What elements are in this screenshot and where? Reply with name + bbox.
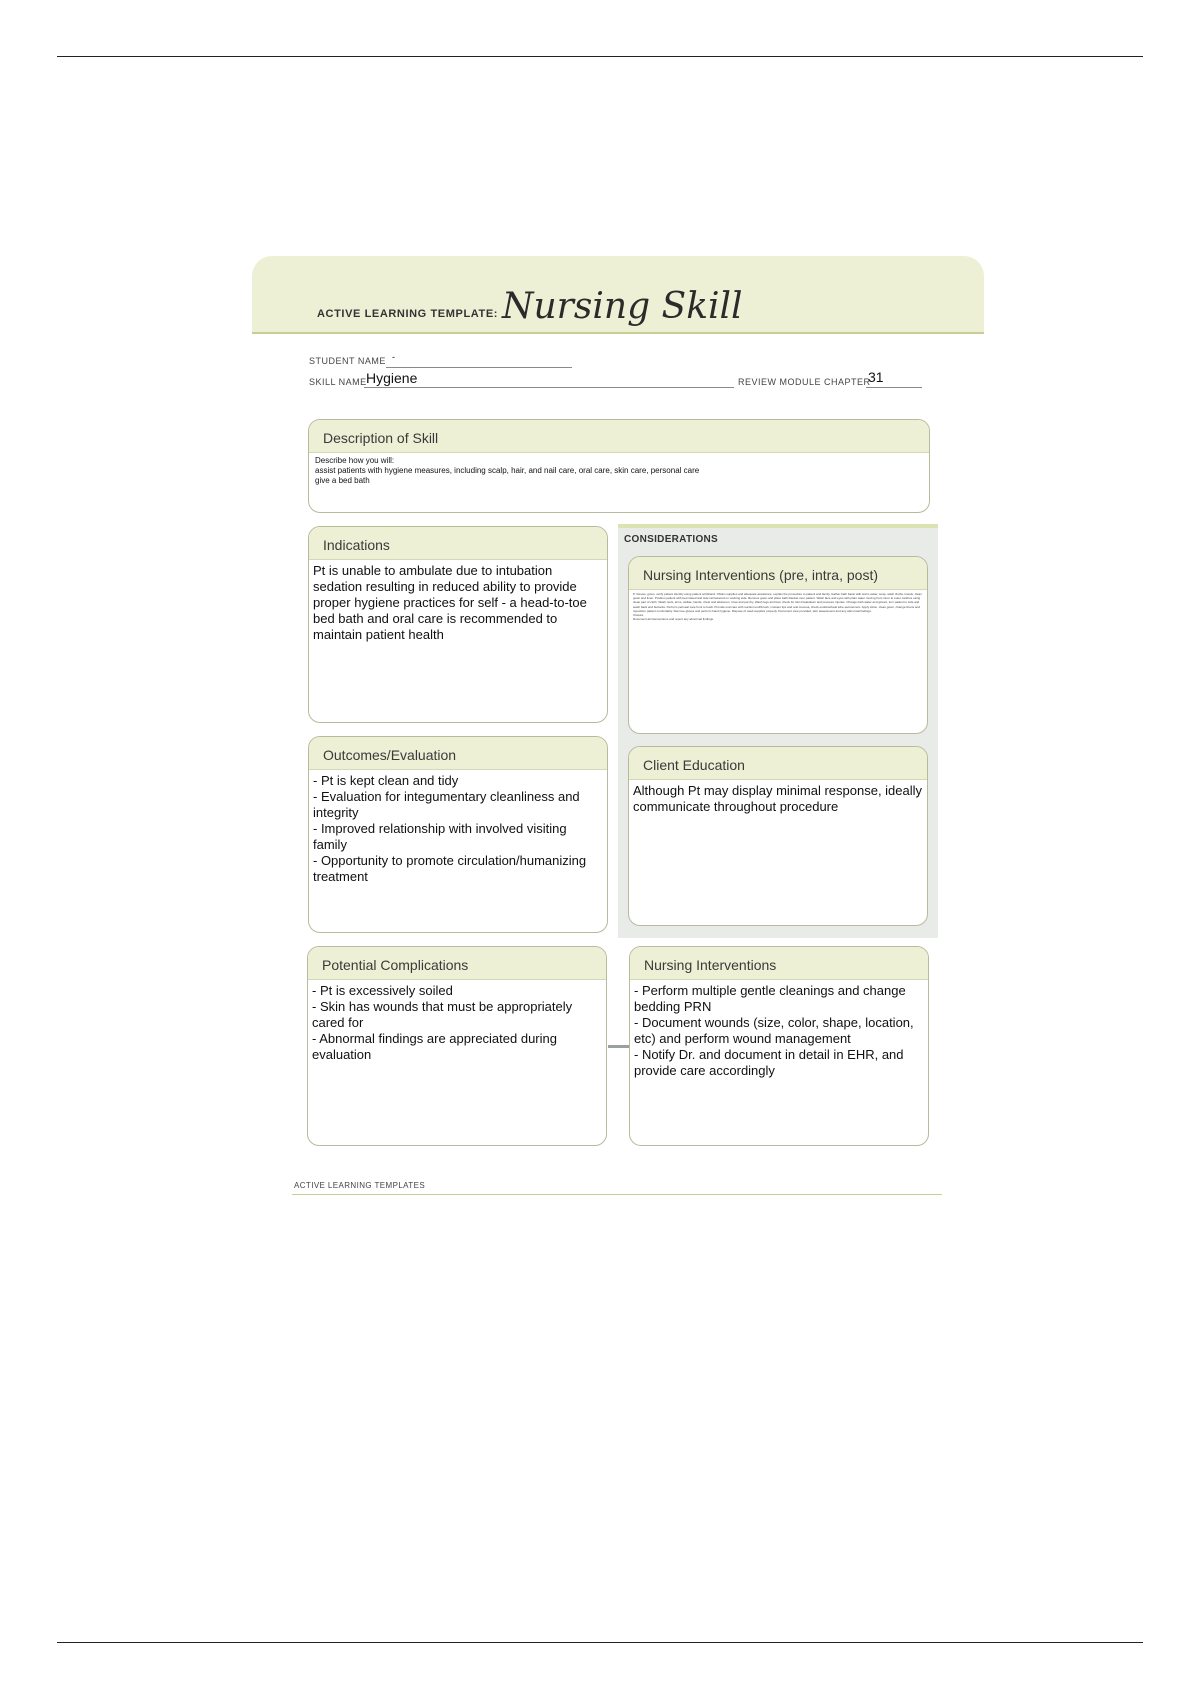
indications-heading: Indications xyxy=(309,527,607,560)
outcome-item: - Evaluation for integumentary cleanliness and integrity xyxy=(313,789,580,820)
student-name-line xyxy=(386,367,572,368)
outcomes-heading: Outcomes/Evaluation xyxy=(309,737,607,770)
complications-body[interactable] xyxy=(308,980,606,1066)
complication-item: - Skin has wounds that must be appropriately cared for xyxy=(312,999,573,1030)
nursing-interventions-ppi-text: P. Gloves, gown, verify patient identity using patient wristband. Obtain supplies and adequate assistance, explain the procedure to patient and family. Gather bath basin with warm water, soap, wash cloths, towels, clean gown and linen. Position patient with bed raised and side rail lowered on working side. Remove gown and place bath blanket over patient. Wash face and eyes with plain water moving from inner to outer canthus using clean part of cloth. Wash neck, arms, axillae, hands, chest and abdomen, rinse and pat dry. Wash legs and feet, check for skin breakdown and pressure injuries. Change bath water and gloves, turn patient to side and wash back and buttocks. Perform perineal care front to back. Provide oral care with suction toothbrush, moisten lips and oral mucosa, check endotracheal tube securement. Apply lotion, clean gown, change linens and reposition patient comfortably. Remove gloves and perform hand hygiene. Dispose of used supplies properly. Document care provided, skin assessment and any abnormal findings. xyxy=(633,592,922,613)
description-heading: Description of Skill xyxy=(309,420,929,453)
client-education-panel xyxy=(628,746,928,926)
nursing-interventions-heading: Nursing Interventions xyxy=(630,947,928,980)
template-label: ACTIVE LEARNING TEMPLATE: xyxy=(317,308,499,320)
description-line: give a bed bath xyxy=(315,476,370,485)
nursing-interventions-body[interactable] xyxy=(630,980,928,1082)
skill-name-line xyxy=(364,387,734,388)
review-module-line xyxy=(866,387,922,388)
skill-name-label: SKILL NAME xyxy=(309,377,367,387)
nursing-interventions-ppi-panel xyxy=(628,556,928,734)
nursing-interventions-ppi-closure: Closure xyxy=(633,613,644,618)
template-header xyxy=(252,256,984,334)
review-module-label: REVIEW MODULE CHAPTER xyxy=(738,377,871,387)
client-education-heading: Client Education xyxy=(629,747,927,780)
description-body[interactable] xyxy=(309,453,929,489)
nursing-interventions-ppi-heading: Nursing Interventions (pre, intra, post) xyxy=(629,557,927,590)
outcomes-body[interactable] xyxy=(309,770,607,888)
intervention-item: - Notify Dr. and document in detail in EHR, and provide care accordingly xyxy=(634,1047,904,1078)
review-module-value[interactable]: 31 xyxy=(868,369,884,385)
page-top-rule xyxy=(57,56,1143,57)
nursing-interventions-ppi-last: Document all interventions and report any abnormal findings. xyxy=(633,617,714,622)
intervention-item: - Perform multiple gentle cleanings and change bedding PRN xyxy=(634,983,906,1014)
description-line: assist patients with hygiene measures, including scalp, hair, and nail care, oral care, skin care, personal care xyxy=(315,466,700,475)
nursing-interventions-panel xyxy=(629,946,929,1146)
complication-item: - Pt is excessively soiled xyxy=(312,983,453,998)
complication-item: - Abnormal findings are appreciated during evaluation xyxy=(312,1031,557,1062)
student-name-value[interactable]: - xyxy=(392,352,395,362)
complications-heading: Potential Complications xyxy=(308,947,606,980)
description-line: Describe how you will: xyxy=(315,456,395,465)
student-name-label: STUDENT NAME xyxy=(309,356,386,366)
description-panel xyxy=(308,419,930,513)
nursing-skill-template-sheet xyxy=(252,256,984,1190)
considerations-section xyxy=(618,524,938,938)
intervention-item: - Document wounds (size, color, shape, location, etc) and perform wound management xyxy=(634,1015,914,1046)
template-title: Nursing Skill xyxy=(502,286,743,327)
outcome-item: - Pt is kept clean and tidy xyxy=(313,773,459,788)
outcomes-panel xyxy=(308,736,608,933)
outcome-item: - Opportunity to promote circulation/humanizing treatment xyxy=(313,853,587,884)
outcome-item: - Improved relationship with involved visiting family xyxy=(313,821,567,852)
complications-panel xyxy=(307,946,607,1146)
indications-panel xyxy=(308,526,608,723)
page-bottom-rule xyxy=(57,1642,1143,1643)
indications-body[interactable]: Pt is unable to ambulate due to intubation sedation resulting in reduced ability to provide proper hygiene practices for self - a head-to-toe bed bath and oral care is recommended to maintain patient health xyxy=(313,563,587,642)
footer-rule xyxy=(292,1194,942,1195)
considerations-label: CONSIDERATIONS xyxy=(624,534,719,545)
client-education-body[interactable]: Although Pt may display minimal response, ideally communicate throughout procedure xyxy=(633,783,923,814)
nursing-interventions-ppi-body[interactable] xyxy=(629,590,927,623)
footer-label: ACTIVE LEARNING TEMPLATES xyxy=(294,1181,426,1190)
skill-name-value[interactable]: Hygiene xyxy=(366,370,418,386)
